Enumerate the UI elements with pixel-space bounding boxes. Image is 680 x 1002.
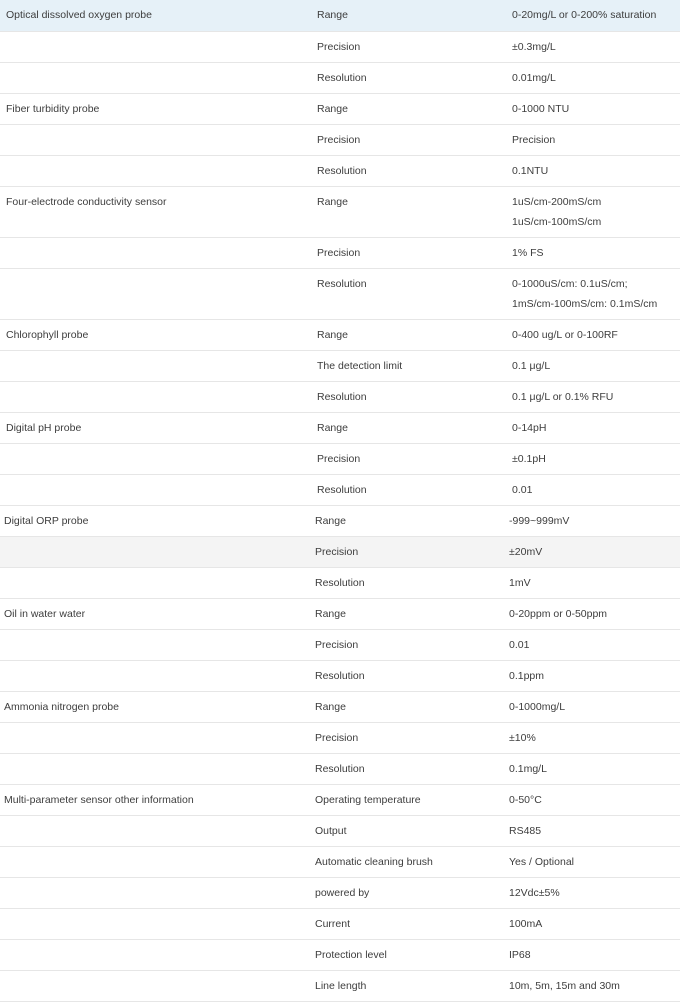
parameter-cell: [312, 722, 508, 753]
table-row: [0, 31, 680, 62]
table-row: [0, 237, 680, 268]
value-cell-text: 0.01: [512, 483, 533, 496]
value-cell: [508, 350, 680, 381]
parameter-cell-text: Resolution: [315, 576, 365, 589]
table-row: [0, 381, 680, 412]
table-row: [0, 598, 680, 629]
sensor-name-cell-text: Four-electrode conductivity sensor: [6, 195, 167, 208]
value-cell: [508, 784, 680, 815]
parameter-cell-text: Output: [315, 824, 347, 837]
value-cell: [508, 908, 680, 939]
value-line: 0-1000uS/cm: 0.1uS/cm;: [512, 277, 628, 290]
sensor-name-cell: [0, 268, 312, 319]
value-cell: [508, 877, 680, 908]
parameter-cell: [312, 784, 508, 815]
parameter-cell-text: Resolution: [317, 164, 367, 177]
value-cell-text: -999~999mV: [509, 514, 570, 527]
sensor-name-cell-text: Digital pH probe: [6, 421, 82, 434]
parameter-cell: [312, 970, 508, 1001]
value-cell-text: 0.1 μg/L or 0.1% RFU: [512, 390, 614, 403]
table-row: [0, 443, 680, 474]
parameter-cell: [312, 186, 508, 237]
value-cell: [508, 268, 680, 319]
sensor-name-cell: [0, 536, 312, 567]
parameter-cell-text: Resolution: [317, 390, 367, 403]
parameter-cell-text: Range: [315, 607, 346, 620]
sensor-name-cell: [0, 939, 312, 970]
parameter-cell-text: Resolution: [317, 277, 367, 290]
parameter-cell: [312, 536, 508, 567]
value-cell: [508, 691, 680, 722]
table-row: [0, 753, 680, 784]
value-line: 1uS/cm-100mS/cm: [512, 215, 602, 228]
table-row: [0, 0, 680, 31]
value-cell-text: 0-1000mg/L: [509, 700, 566, 713]
parameter-cell-text: Resolution: [315, 762, 365, 775]
table-row: [0, 505, 680, 536]
sensor-name-cell: [0, 186, 312, 237]
parameter-cell: [312, 567, 508, 598]
value-cell: [508, 505, 680, 536]
table-row: [0, 186, 680, 237]
value-cell-text: 1mV: [509, 576, 531, 589]
sensor-name-cell: [0, 412, 312, 443]
parameter-cell: [312, 505, 508, 536]
parameter-cell-text: Precision: [317, 133, 361, 146]
value-cell: [508, 536, 680, 567]
table-row: [0, 124, 680, 155]
value-cell: [508, 815, 680, 846]
value-cell: [508, 598, 680, 629]
parameter-cell-text: Range: [315, 700, 346, 713]
parameter-cell-text: The detection limit: [317, 359, 403, 372]
value-cell-text: 1% FS: [512, 246, 544, 259]
parameter-cell: [312, 815, 508, 846]
sensor-name-cell: [0, 93, 312, 124]
value-cell-text: 0-14pH: [512, 421, 547, 434]
table-row: [0, 93, 680, 124]
value-cell: [508, 970, 680, 1001]
value-cell-text: Precision: [512, 133, 556, 146]
value-cell: [508, 753, 680, 784]
value-cell: [508, 186, 680, 237]
table-row: [0, 970, 680, 1001]
value-cell-text: 12Vdc±5%: [509, 886, 560, 899]
sensor-name-cell-text: Chlorophyll probe: [6, 328, 89, 341]
parameter-cell: [312, 629, 508, 660]
value-cell-text: ±0.1pH: [512, 452, 546, 465]
parameter-cell: [312, 155, 508, 186]
value-cell: [508, 412, 680, 443]
sensor-name-cell: [0, 381, 312, 412]
sensor-name-cell-text: Ammonia nitrogen probe: [4, 700, 119, 713]
sensor-name-cell: [0, 237, 312, 268]
value-line: 1uS/cm-200mS/cm: [512, 195, 602, 208]
table-row: [0, 908, 680, 939]
value-cell-text: 0.01: [509, 638, 530, 651]
parameter-cell-text: Protection level: [315, 948, 387, 961]
parameter-cell: [312, 598, 508, 629]
value-cell-text: 0.1mg/L: [509, 762, 547, 775]
table-row: [0, 629, 680, 660]
sensor-name-cell: [0, 877, 312, 908]
value-cell: [508, 660, 680, 691]
value-cell: [508, 629, 680, 660]
parameter-cell-text: Range: [317, 328, 348, 341]
parameter-cell: [312, 939, 508, 970]
table-row: [0, 939, 680, 970]
parameter-cell: [312, 381, 508, 412]
value-cell: [508, 474, 680, 505]
sensor-name-cell: [0, 722, 312, 753]
value-cell: [508, 155, 680, 186]
table-row: [0, 660, 680, 691]
sensor-name-cell: [0, 846, 312, 877]
value-cell: [508, 62, 680, 93]
parameter-cell-text: Range: [317, 421, 348, 434]
sensor-name-cell: [0, 0, 312, 31]
sensor-name-cell: [0, 784, 312, 815]
value-cell-text: 0-400 ug/L or 0-100RF: [512, 328, 618, 341]
table-row: [0, 877, 680, 908]
parameter-cell-text: Precision: [317, 246, 361, 259]
table-row: [0, 536, 680, 567]
parameter-cell-text: Precision: [317, 40, 361, 53]
value-cell-text: RS485: [509, 824, 542, 837]
value-cell-text: 0.1ppm: [509, 669, 545, 682]
parameter-cell: [312, 474, 508, 505]
value-cell-text: 100mA: [509, 917, 543, 930]
value-cell-text: 0-50°C: [509, 793, 542, 806]
table-row: [0, 155, 680, 186]
sensor-name-cell-text: Digital ORP probe: [4, 514, 89, 527]
parameter-cell: [312, 753, 508, 784]
parameter-cell-text: Range: [317, 102, 348, 115]
parameter-cell-text: Range: [317, 195, 348, 208]
parameter-cell: [312, 124, 508, 155]
parameter-cell: [312, 877, 508, 908]
value-cell: [508, 567, 680, 598]
sensor-name-cell: [0, 598, 312, 629]
table-row: [0, 784, 680, 815]
value-cell-text: 0-20ppm or 0-50ppm: [509, 607, 608, 620]
parameter-cell: [312, 319, 508, 350]
table-row: [0, 567, 680, 598]
table-row: [0, 319, 680, 350]
value-cell-text: 0-1000 NTU: [512, 102, 570, 115]
table-row: [0, 691, 680, 722]
parameter-cell-text: Current: [315, 917, 351, 930]
table-row: [0, 62, 680, 93]
table-row: [0, 268, 680, 319]
value-cell: [508, 0, 680, 31]
parameter-cell: [312, 93, 508, 124]
parameter-cell: [312, 691, 508, 722]
sensor-name-cell-text: Fiber turbidity probe: [6, 102, 100, 115]
parameter-cell-text: Precision: [315, 638, 359, 651]
table-row: [0, 474, 680, 505]
table-row: [0, 350, 680, 381]
value-line: 1mS/cm-100mS/cm: 0.1mS/cm: [512, 297, 658, 310]
parameter-cell: [312, 31, 508, 62]
parameter-cell: [312, 660, 508, 691]
sensor-name-cell: [0, 31, 312, 62]
sensor-name-cell: [0, 350, 312, 381]
parameter-cell-text: powered by: [315, 886, 370, 899]
parameter-cell: [312, 237, 508, 268]
value-cell: [508, 31, 680, 62]
sensor-name-cell: [0, 660, 312, 691]
value-cell: [508, 319, 680, 350]
value-cell-text: 0.1NTU: [512, 164, 549, 177]
parameter-cell: [312, 443, 508, 474]
parameter-cell: [312, 846, 508, 877]
parameter-cell: [312, 412, 508, 443]
sensor-name-cell: [0, 753, 312, 784]
parameter-cell-text: Range: [315, 514, 346, 527]
value-cell-text: Yes / Optional: [509, 855, 574, 868]
sensor-name-cell: [0, 567, 312, 598]
value-cell-text: ±10%: [509, 731, 536, 744]
parameter-cell-text: Operating temperature: [315, 793, 421, 806]
parameter-cell-text: Precision: [315, 731, 359, 744]
parameter-cell-text: Automatic cleaning brush: [315, 855, 433, 868]
sensor-name-cell-text: Multi-parameter sensor other information: [4, 793, 194, 806]
sensor-name-cell: [0, 443, 312, 474]
value-cell: [508, 124, 680, 155]
value-cell: [508, 237, 680, 268]
value-cell: [508, 443, 680, 474]
parameter-cell: [312, 0, 508, 31]
value-cell: [508, 722, 680, 753]
value-cell-text: 0.01mg/L: [512, 71, 556, 84]
value-cell-text: 0-20mg/L or 0-200% saturation: [512, 9, 657, 21]
sensor-name-cell: [0, 691, 312, 722]
sensor-name-cell: [0, 629, 312, 660]
parameter-cell: [312, 908, 508, 939]
sensor-name-cell: [0, 319, 312, 350]
parameter-cell: [312, 62, 508, 93]
parameter-cell-text: Range: [317, 9, 348, 21]
parameter-cell: [312, 268, 508, 319]
value-cell-text: 0.1 μg/L: [512, 359, 551, 372]
table-row: [0, 722, 680, 753]
value-cell-text: ±20mV: [509, 545, 543, 558]
table-row: [0, 412, 680, 443]
value-cell-text: ±0.3mg/L: [512, 40, 556, 53]
sensor-name-cell-text: Oil in water water: [4, 607, 86, 620]
sensor-name-cell-text: Optical dissolved oxygen probe: [6, 9, 152, 21]
sensor-name-cell: [0, 474, 312, 505]
sensor-name-cell: [0, 908, 312, 939]
table-row: [0, 815, 680, 846]
value-cell: [508, 93, 680, 124]
sensor-name-cell: [0, 970, 312, 1001]
value-cell-text: 10m, 5m, 15m and 30m: [509, 979, 620, 992]
parameter-cell: [312, 350, 508, 381]
sensor-name-cell: [0, 815, 312, 846]
parameter-cell-text: Precision: [315, 545, 359, 558]
parameter-cell-text: Resolution: [315, 669, 365, 682]
value-cell: [508, 846, 680, 877]
parameter-cell-text: Precision: [317, 452, 361, 465]
sensor-name-cell: [0, 124, 312, 155]
value-cell: [508, 381, 680, 412]
sensor-name-cell: [0, 155, 312, 186]
table-row: [0, 846, 680, 877]
value-cell: [508, 939, 680, 970]
parameter-cell-text: Resolution: [317, 483, 367, 496]
sensor-name-cell: [0, 505, 312, 536]
sensor-name-cell: [0, 62, 312, 93]
value-cell-text: IP68: [509, 948, 531, 961]
parameter-cell-text: Resolution: [317, 71, 367, 84]
parameter-cell-text: Line length: [315, 979, 367, 992]
